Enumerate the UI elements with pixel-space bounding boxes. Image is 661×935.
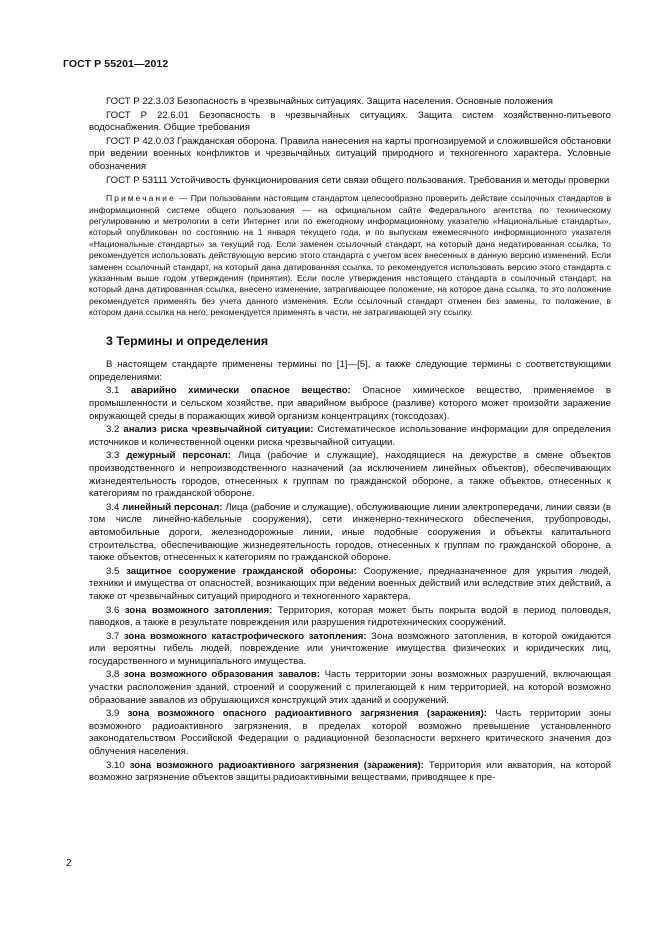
- term-text: Зона возможного затопления, в которой ожидаются или вероятны гибель людей, повреждение или уничтожение имущества физических и юридических лиц, государственного и муниципального имущества.: [89, 630, 611, 667]
- term-definition: [89, 631, 611, 669]
- section-intro: В настоящем стандарте применены термины по [1]—[5], а также следующие термины с соответствующими определениями:: [89, 359, 611, 383]
- term-name: защитное сооружение гражданской обороны:: [126, 565, 357, 577]
- page-number: 2: [66, 858, 72, 869]
- note-paragraph: [89, 193, 611, 318]
- term-number: 3.2: [106, 424, 120, 436]
- term-name: зона возможного образования завалов:: [123, 669, 320, 681]
- term-name: линейный персонал:: [122, 501, 223, 513]
- term-number: 3.9: [106, 708, 120, 720]
- term-name: зона возможного опасного радиоактивного загрязнения (заражения):: [127, 708, 487, 720]
- reference-item: ГОСТ Р 22.3.03 Безопасность в чрезвычайных ситуациях. Защита населения. Основные положения: [106, 96, 553, 107]
- term-definition: [89, 424, 611, 449]
- term-text: Сооружение, предназначенное для укрытия людей, техники и имущества от опасностей, возникающих при ведении военных действий или вследствие этих действий, а также от чрезвычайных ситуаций природного и техногенного характера.: [89, 565, 611, 602]
- reference-item: ГОСТ Р 42.0.03 Гражданская оборона. Правила нанесения на карты прогнозируемой и сложившейся обстановки при ведении военных конфликтов и чрезвычайных ситуаций природного и техногенного характера. Условные обозначения: [89, 135, 611, 172]
- term-text: Опасное химическое вещество, применяемое в промышленности и сельском хозяйстве, при аварийном выбросе (разливе) которого может произойти заражение окружающей среды в поражающих живой организм концентрациях (токсодозах).: [89, 385, 611, 422]
- term-text: Часть территории зоны возможного радиоактивного загрязнения, в пределах которой возможно превышение установленного законодательством Российской Федерации о радиационной безопасности верхнего критического значения доз облучения населения.: [89, 708, 611, 758]
- term-definition: [89, 385, 611, 423]
- term-text: Лица (рабочие и служащие), обслуживающие линии электропередачи, линии связи (в том числе линейно-кабельные сооружения), сети инженерно-технического обеспечения, трубопроводы, автомобильные дороги, железнодорожные линии, иные подобные сооружения и объекты капитального строительства, обеспечивающие жизнедеятельность городов, отнесенных к группам по гражданской обороне, а также объектов, отнесенных к категориям по гражданской обороне.: [89, 501, 611, 564]
- term-name: зона возможного затопления:: [124, 604, 273, 616]
- document-body: [89, 96, 611, 786]
- term-definition: [89, 708, 611, 758]
- term-definition: [89, 760, 611, 785]
- term-name: зона возможного катастрофического затопления:: [123, 630, 367, 642]
- reference-item: ГОСТ Р 53111 Устойчивость функционирования сети связи общего пользования. Требования и методы проверки: [106, 174, 610, 186]
- note-text: — При пользовании настоящим стандартом целесообразно проверить действие ссылочных стандартов в информационной системе общего пользования — на официальном сайте Федерального агентства по техническому регулированию и метрологии в сети Интернет или по ежегодному информационному указателю «Национальные стандарты», который опубликован по состоянию на 1 января текущего года, и по выпускам ежемесячного информационного указателя «Национальные стандарты» за текущий год. Если заменен ссылочный стандарт, на который дана недатированная ссылка, то рекомендуется использовать действующую версию этого стандарта с учетом всех внесенных в данную версию изменений. Если заменен ссылочный стандарт, на который дана датированная ссылка, то рекомендуется использовать версию этого стандарта с указанным выше годом утверждения (принятия). Если после утверждения настоящего стандарта в ссылочный стандарт, на который дана датированная ссылка, внесено изменение, затрагивающее положение, на которое дана ссылка, то это положение рекомендуется применять без учета данного изменения. Если ссылочный стандарт отменен без замены, то положение, в котором дана ссылка на него, рекомендуется применять в части, не затрагивающей эту ссылку.: [89, 193, 611, 318]
- term-text: Лица (рабочие и служащие), находящиеся на дежурстве в смене объектов производственного и непроизводственного назначений (за исключением линейных объектов), обеспечивающих жизнедеятельность городов, отнесенных к группам по гражданской обороне, а также объектов, отнесенных к категориям по гражданской обороне.: [89, 450, 611, 500]
- reference-item: ГОСТ Р 22.6.01 Безопасность в чрезвычайных ситуациях. Защита систем хозяйственно-питьевого водоснабжения. Общие требования: [89, 109, 611, 134]
- section-title: 3 Термины и определения: [106, 333, 269, 348]
- term-text: Часть территории зоны возможных разрушений, включающая участки расположения зданий, строений и сооружений с прилегающей к ним территорией, на которой возможно образование завалов из обрушающихся конструкций этих зданий и сооружений.: [89, 669, 611, 706]
- term-name: зона возможного радиоактивного загрязнения (заражения):: [129, 759, 424, 771]
- term-number: 3.5: [106, 565, 120, 577]
- term-definition: [89, 566, 611, 604]
- term-definition: [89, 502, 611, 565]
- note-label: Примечание: [106, 193, 176, 204]
- term-definition: [89, 605, 611, 630]
- term-number: 3.4: [106, 501, 120, 513]
- term-number: 3.6: [106, 604, 120, 616]
- term-text: Систематическое использование информации для определения источников и количественной оценки риска чрезвычайной ситуации.: [89, 424, 611, 448]
- standard-header: ГОСТ Р 55201—2012: [63, 58, 169, 70]
- term-number: 3.3: [106, 450, 120, 462]
- term-definition: [89, 450, 611, 500]
- term-number: 3.7: [106, 630, 120, 642]
- term-text: Территория или акватория, на которой возможно загрязнение объектов защиты радиоактивными веществами, приводящее к пре-: [89, 759, 612, 784]
- term-number: 3.1: [106, 385, 120, 397]
- term-name: дежурный персонал:: [126, 450, 231, 462]
- term-number: 3.10: [106, 759, 125, 771]
- term-name: анализ риска чрезвычайной ситуации:: [123, 424, 314, 436]
- term-text: Территория, которая может быть покрыта водой в период половодья, паводков, а также в результате повреждения или разрушения гидротехнических сооружений.: [89, 604, 612, 629]
- term-number: 3.8: [106, 669, 120, 681]
- term-name: аварийно химически опасное вещество:: [130, 385, 351, 397]
- term-definition: [89, 669, 611, 707]
